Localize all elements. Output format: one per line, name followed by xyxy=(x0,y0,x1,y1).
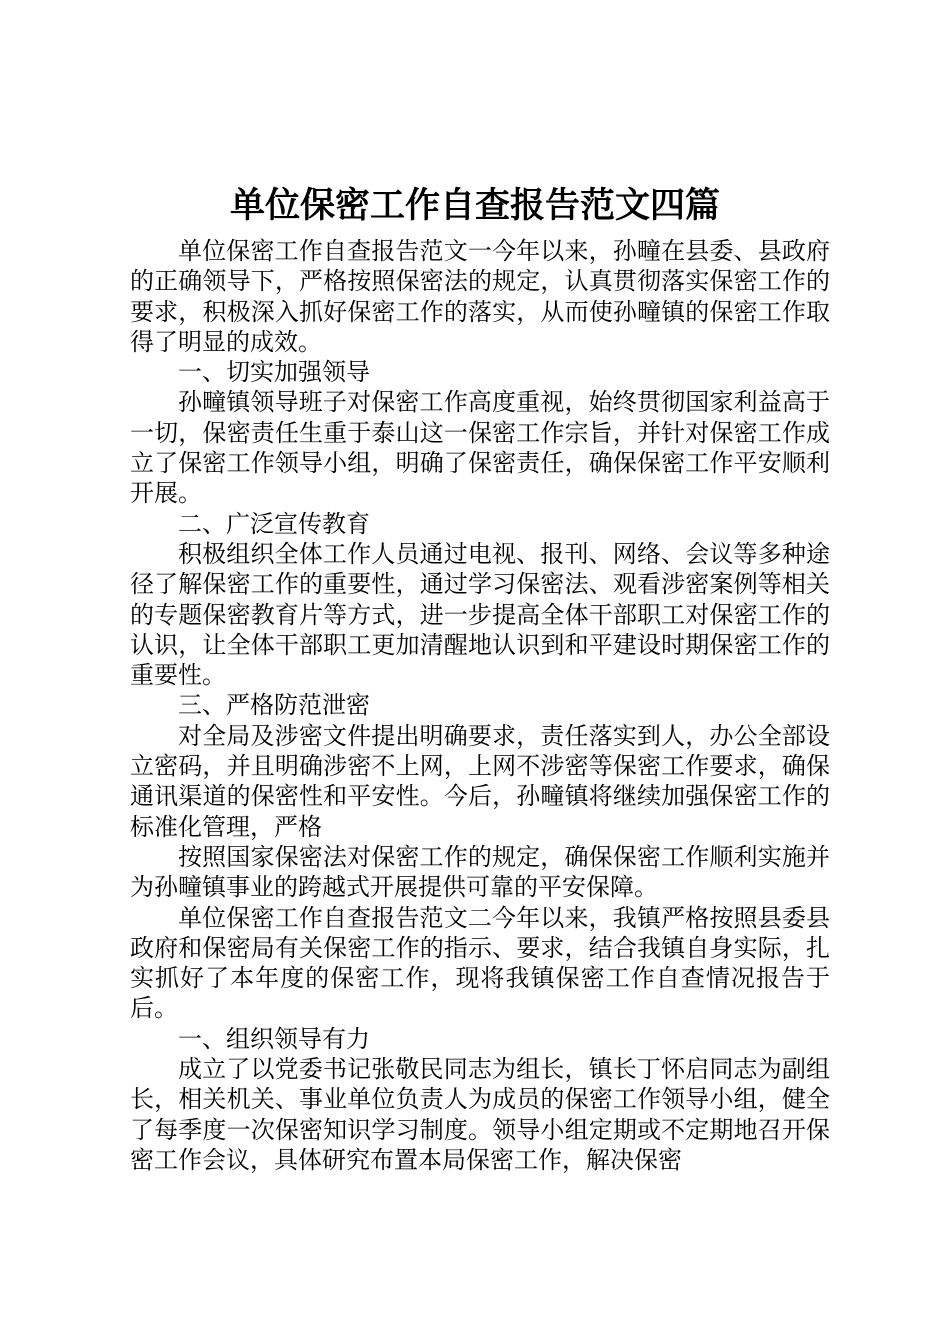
paragraph: 对全局及涉密文件提出明确要求，责任落实到人，办公全部设立密码，并且明确涉密不上网，上网不涉密等保密工作要求，确保通讯渠道的保密性和平安性。今后，孙疃镇将继续加强保密工作的标准化管理，严格 xyxy=(130,721,830,841)
section-heading: 一、组织领导有力 xyxy=(178,1024,370,1053)
paragraph: 按照国家保密法对保密工作的规定，确保保密工作顺利实施并为孙疃镇事业的跨越式开展提供可靠的平安保障。 xyxy=(130,842,830,902)
paragraph: 积极组织全体工作人员通过电视、报刊、网络、会议等多种途径了解保密工作的重要性，通过学习保密法、观看涉密案例等相关的专题保密教育片等方式，进一步提高全体干部职工对保密工作的认识，让全体干部职工更加清醒地认识到和平建设时期保密工作的重要性。 xyxy=(130,539,830,690)
paragraph: 成立了以党委书记张敬民同志为组长，镇长丁怀启同志为副组长，相关机关、事业单位负责人为成员的保密工作领导小组，健全了每季度一次保密知识学习制度。领导小组定期或不定期地召开保密工作会议，具体研究布置本局保密工作，解决保密 xyxy=(130,1055,830,1174)
document-body xyxy=(130,236,830,1175)
section-heading: 一、切实加强领导 xyxy=(178,358,370,387)
paragraph: 孙疃镇领导班子对保密工作高度重视，始终贯彻国家利益高于一切，保密责任生重于泰山这一保密工作宗旨，并针对保密工作成立了保密工作领导小组，明确了保密责任，确保保密工作平安顺利开展。 xyxy=(130,388,830,508)
section-heading: 三、严格防范泄密 xyxy=(178,691,370,720)
document-title: 单位保密工作自查报告范文四篇 xyxy=(229,185,720,226)
section-heading: 二、广泛宣传教育 xyxy=(178,509,370,538)
paragraph: 单位保密工作自查报告范文一今年以来，孙疃在县委、县政府的正确领导下，严格按照保密法的规定，认真贯彻落实保密工作的要求，积极深入抓好保密工作的落实，从而使孙疃镇的保密工作取得了明显的成效。 xyxy=(130,237,830,356)
paragraph: 单位保密工作自查报告范文二今年以来，我镇严格按照县委县政府和保密局有关保密工作的指示、要求，结合我镇自身实际，扎实抓好了本年度的保密工作，现将我镇保密工作自查情况报告于后。 xyxy=(130,903,830,1023)
